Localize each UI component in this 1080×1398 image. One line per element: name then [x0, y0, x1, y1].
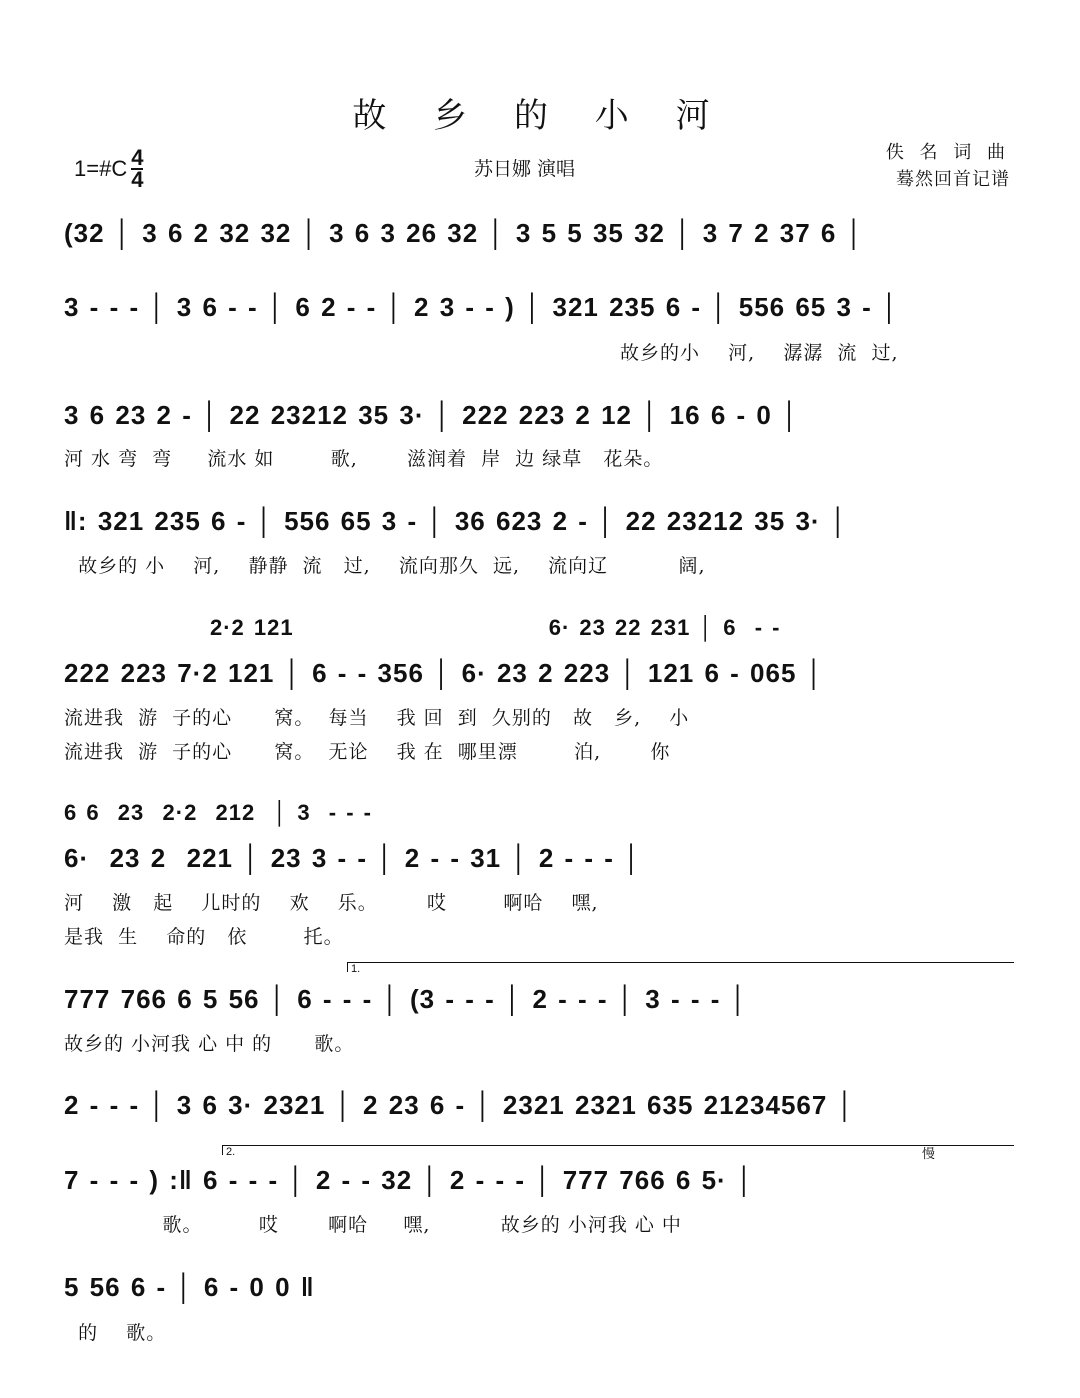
tempo-marking: 慢 — [922, 1147, 936, 1162]
lyric-line-10: 的 歌。 — [64, 1322, 167, 1344]
staff-line-6-upper: 6 6 23 2·2 212 │ 3 - - - — [64, 800, 372, 825]
staff-line-2: 3 - - - │ 3 6 - - │ 6 2 - - │ 2 3 - - ) │ 321 235 6 - │ 556 65 3 - │ — [64, 292, 900, 322]
lyric-line-7: 故乡的 小河我 心 中 的 歌。 — [64, 1033, 355, 1055]
transcriber-credit: 蓦然回首记谱 — [896, 169, 1010, 190]
lyric-line-5a: 流进我 游 子的心 窝。 每当 我 回 到 久别的 故 乡, 小 — [64, 707, 690, 729]
time-signature-top: 4 — [131, 145, 144, 170]
lyric-line-6a: 河 激 起 儿时的 欢 乐。 哎 啊哈 嘿, — [64, 892, 599, 914]
song-title: 故 乡 的 小 河 — [352, 96, 728, 136]
lyric-line-9: 歌。 哎 啊哈 嘿, 故乡的 小河我 心 中 — [64, 1214, 682, 1236]
key-label: 1=#C — [74, 156, 128, 181]
staff-line-5: 222 223 7·2 121 │ 6 - - 356 │ 6· 23 2 223 │ 121 6 - 065 │ — [64, 658, 824, 688]
second-ending-bracket: 2. — [222, 1145, 1014, 1155]
lyric-line-5b: 流进我 游 子的心 窝。 无论 我 在 哪里漂 泊, 你 — [64, 741, 671, 763]
lyric-line-2: 故乡的小 河, 潺潺 流 过, — [620, 342, 899, 364]
key-signature — [74, 145, 144, 192]
staff-line-5-upper: 2·2 121 6· 23 22 231 │ 6 - - — [210, 615, 781, 640]
singer-credit: 苏日娜 演唱 — [474, 158, 576, 180]
staff-line-7: 777 766 6 5 56 │ 6 - - - │ (3 - - - │ 2 - - - │ 3 - - - │ — [64, 984, 748, 1014]
lyric-line-3: 河 水 弯 弯 流水 如 歌, 滋润着 岸 边 绿草 花朵。 — [64, 448, 664, 470]
staff-line-4: ‖: 321 235 6 - │ 556 65 3 - │ 36 623 2 - │ 22 23212 35 3· │ — [64, 506, 849, 536]
staff-line-8: 2 - - - │ 3 6 3· 2321 │ 2 23 6 - │ 2321 2321 635 21234567 │ — [64, 1090, 855, 1120]
staff-line-9: 7 - - - ) :‖ 6 - - - │ 2 - - 32 │ 2 - - - │ 777 766 6 5· │ — [64, 1165, 755, 1195]
staff-line-1: (32 │ 3 6 2 32 32 │ 3 6 3 26 32 │ 3 5 5 35 32 │ 3 7 2 37 6 │ — [64, 218, 864, 248]
staff-line-3: 3 6 23 2 - │ 22 23212 35 3· │ 222 223 2 12 │ 16 6 - 0 │ — [64, 400, 800, 430]
staff-line-6: 6· 23 2 221 │ 23 3 - - │ 2 - - 31 │ 2 - - - │ — [64, 843, 642, 873]
first-ending-bracket: 1. — [347, 962, 1014, 972]
lyric-line-4: 故乡的 小 河, 静静 流 过, 流向那久 远, 流向辽 阔, — [64, 555, 706, 577]
staff-line-10: 5 56 6 - │ 6 - 0 0 ‖ — [64, 1272, 315, 1302]
time-signature — [131, 145, 144, 192]
time-signature-bottom: 4 — [131, 167, 144, 192]
composer-credit: 佚 名 词 曲 — [885, 142, 1010, 163]
lyric-line-6b: 是我 生 命的 依 托。 — [64, 926, 344, 948]
